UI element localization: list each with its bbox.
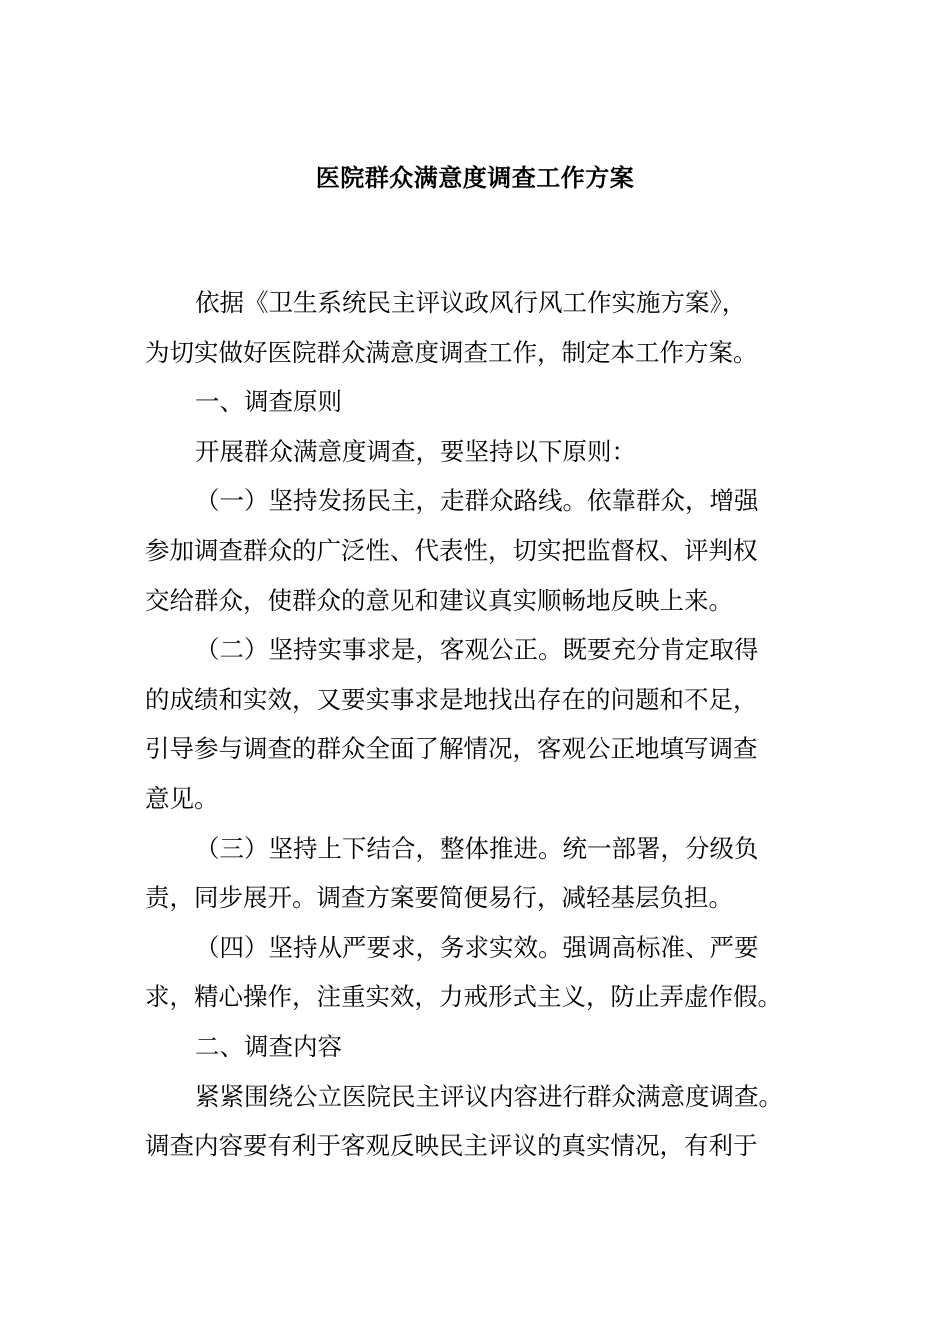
section-heading: 二、调查内容 [195,1031,342,1061]
paragraph-line: 意见。 [145,783,219,813]
paragraph-line: 依据《卫生系统民主评议政风行风工作实施方案》， [195,288,747,317]
paragraph-line: 为切实做好医院群众满意度调查工作，制定本工作方案。 [145,337,758,367]
paragraph-line: 交给群众，使群众的意见和建议真实顺畅地反映上来。 [145,585,733,615]
document-body [145,278,825,1171]
paragraph-line: （二）坚持实事求是，客观公正。既要充分肯定取得 [195,635,759,665]
paragraph-line: 的成绩和实效，又要实事求是地找出存在的问题和不足， [145,684,758,714]
paragraph-line: （一）坚持发扬民主，走群众路线。依靠群众，增强 [195,486,759,516]
paragraph-line: （四）坚持从严要求，务求实效。强调高标准、严要 [195,932,759,962]
document-title: 医院群众满意度调查工作方案 [315,164,635,192]
paragraph-line: 紧紧围绕公立医院民主评议内容进行群众满意度调查。 [195,1081,783,1111]
paragraph-line: 开展群众满意度调查，要坚持以下原则： [195,436,636,466]
paragraph-line: 责，同步展开。调查方案要简便易行，减轻基层负担。 [145,883,733,913]
paragraph-line: 求，精心操作，注重实效，力戒形式主义，防止弄虚作假。 [145,982,782,1012]
paragraph-line: 调查内容要有利于客观反映民主评议的真实情况，有利于 [145,1131,758,1161]
paragraph-line: 参加调查群众的广泛性、代表性，切实把监督权、评判权 [145,535,758,565]
paragraph-line: 引导参与调查的群众全面了解情况，客观公正地填写调查 [145,734,758,764]
section-heading: 一、调查原则 [195,387,342,417]
paragraph-line: （三）坚持上下结合，整体推进。统一部署，分级负 [195,833,759,863]
